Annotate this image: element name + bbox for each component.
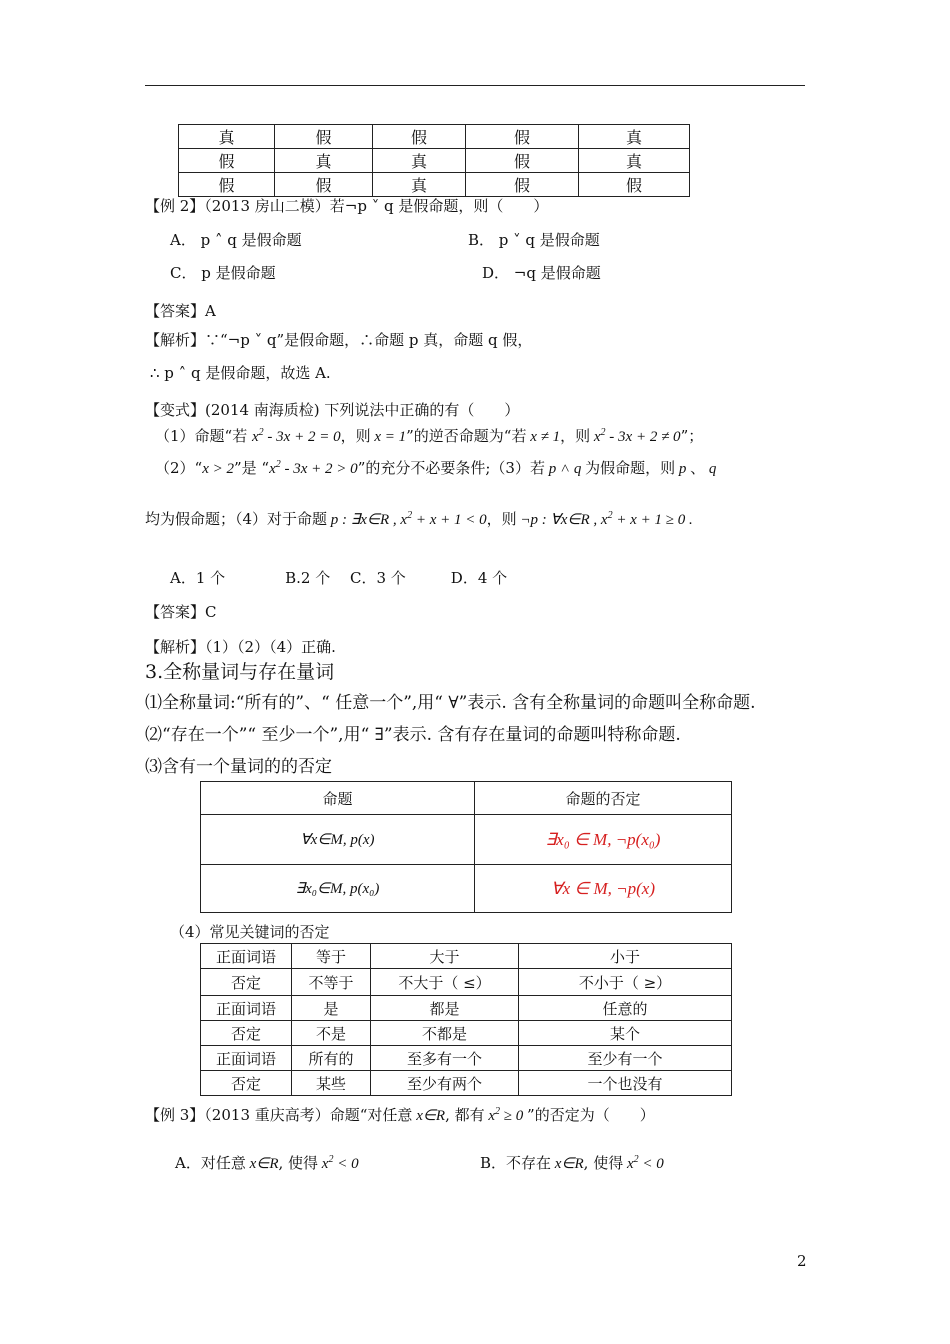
example-3-title: 【例 3】（2013 重庆高考）命题“对任意 x∈R, 都有 $x^2 \ge 0$ ”的否定为（ ） — [145, 1106, 655, 1124]
table-row: ∃x₀∈M, p(x₀) ∀x ∈ M, ¬p(x) — [201, 865, 732, 913]
keyword-negation-table — [200, 943, 732, 1096]
math-expression: x > 2 — [202, 461, 234, 477]
math-expression: $x^2 < 0$ — [623, 1154, 664, 1172]
table-row: 正面词语 等于 大于 小于 — [201, 944, 732, 969]
math-expression: x ≠ 1 — [526, 429, 561, 445]
negation-table — [200, 781, 732, 913]
math-expression: x = 1 — [370, 429, 407, 445]
example-2-answer: 【答案】A — [145, 302, 216, 320]
table-row: 真 假 假 假 真 — [179, 125, 690, 149]
example-2-option-a: A． p ˄ q 是假命题 — [170, 231, 302, 249]
header-rule — [145, 85, 805, 86]
example-2-option-b: B． p ˅ q 是假命题 — [468, 231, 600, 249]
variant-options: A．1 个 B.2 个 C．3 个 D．4 个 — [170, 569, 508, 587]
section-paragraph-2: ⑵“存在一个”“ 至少一个”,用“ ∃”表示. 含有存在量词的命题叫特称命题. — [145, 725, 681, 745]
math-expression: $x^2 \ge 0$ — [484, 1106, 528, 1124]
variant-statement-2: （2）“x > 2”是 “$x^2 - 3x + 2 > 0$”的充分不必要条件;（3）若 p ˄ q 为假命题，则 p 、 q — [155, 459, 717, 477]
math-expression: q — [705, 461, 717, 477]
page-number: 2 — [797, 1252, 807, 1270]
table-row: 正面词语 所有的 至多有一个 至少有一个 — [201, 1046, 732, 1071]
math-expression: p : ∃x∈R , $x^2 + x + 1 < 0$ — [327, 510, 487, 528]
variant-statement-4: 均为假命题；（4）对于命题 p : ∃x∈R , $x^2 + x + 1 < 0$，则 ¬p : ∀x∈R , $x^2 + x + 1 \ge 0$ . — [145, 510, 693, 528]
truth-table — [178, 124, 690, 197]
example-2-analysis-line2: ∴ p ˄ q 是假命题，故选 A. — [150, 364, 331, 382]
table-row: 假 真 真 假 真 — [179, 149, 690, 173]
example-2-analysis-line1: 【解析】∵“¬p ˅ q”是假命题，∴命题 p 真，命题 q 假， — [145, 331, 533, 349]
table-row: 命题 命题的否定 — [201, 782, 732, 815]
section-paragraph-1: ⑴全称量词:“所有的”、“ 任意一个”,用“ ∀”表示. 含有全称量词的命题叫全称命题. — [145, 693, 756, 713]
section-heading: 3.全称量词与存在量词 — [145, 661, 335, 683]
table-row: 假 假 真 假 假 — [179, 173, 690, 197]
section-paragraph-3: ⑶含有一个量词的的否定 — [145, 757, 332, 777]
section-paragraph-4: （4）常见关键词的否定 — [170, 923, 330, 941]
table-row: 否定 不等于 不大于（ ≤） 不小于（ ≥） — [201, 969, 732, 996]
variant-statement-1: （1）命题“若 $x^2 - 3x + 2 = 0$，则 x = 1”的逆否命题为“若 x ≠ 1，则 $x^2 - 3x + 2 \ne 0$”； — [155, 427, 704, 445]
table-row: ∀x∈M, p(x) ∃x₀ ∈ M, ¬p(x₀) — [201, 815, 732, 865]
variant-analysis: 【解析】（1）（2）（4）正确. — [145, 638, 336, 656]
example-2-option-c: C． p 是假命题 — [170, 264, 276, 282]
table-row: 否定 不是 不都是 某个 — [201, 1021, 732, 1046]
math-expression: $x^2 - 3x + 2 \ne 0$ — [590, 427, 681, 445]
math-expression: x∈R — [551, 1156, 584, 1172]
table-row: 否定 某些 至少有两个 一个也没有 — [201, 1071, 732, 1096]
variant-title: 【变式】(2014 南海质检) 下列说法中正确的有（ ） — [145, 401, 520, 419]
math-expression: $x^2 - 3x + 2 = 0$ — [252, 427, 341, 445]
math-expression: p — [675, 461, 691, 477]
example-2-option-d: D． ¬q 是假命题 — [482, 264, 601, 282]
variant-answer: 【答案】C — [145, 603, 217, 621]
table-row: 正面词语 是 都是 任意的 — [201, 996, 732, 1021]
math-expression: $x^2 - 3x + 2 > 0$ — [269, 459, 358, 477]
math-expression: p ˄ q — [544, 461, 586, 477]
math-expression: $x^2 < 0$ — [318, 1154, 359, 1172]
math-expression: x∈R — [412, 1108, 446, 1124]
example-3-option-b: B．不存在 x∈R, 使得 $x^2 < 0$ — [480, 1154, 664, 1172]
math-expression: ¬p : ∀x∈R , $x^2 + x + 1 \ge 0$ . — [516, 510, 693, 528]
example-3-option-a: A．对任意 x∈R, 使得 $x^2 < 0$ — [175, 1154, 359, 1172]
math-expression: x∈R — [245, 1156, 279, 1172]
example-2-title: 【例 2】（2013 房山二模）若¬p ˅ q 是假命题，则（ ） — [145, 197, 549, 215]
